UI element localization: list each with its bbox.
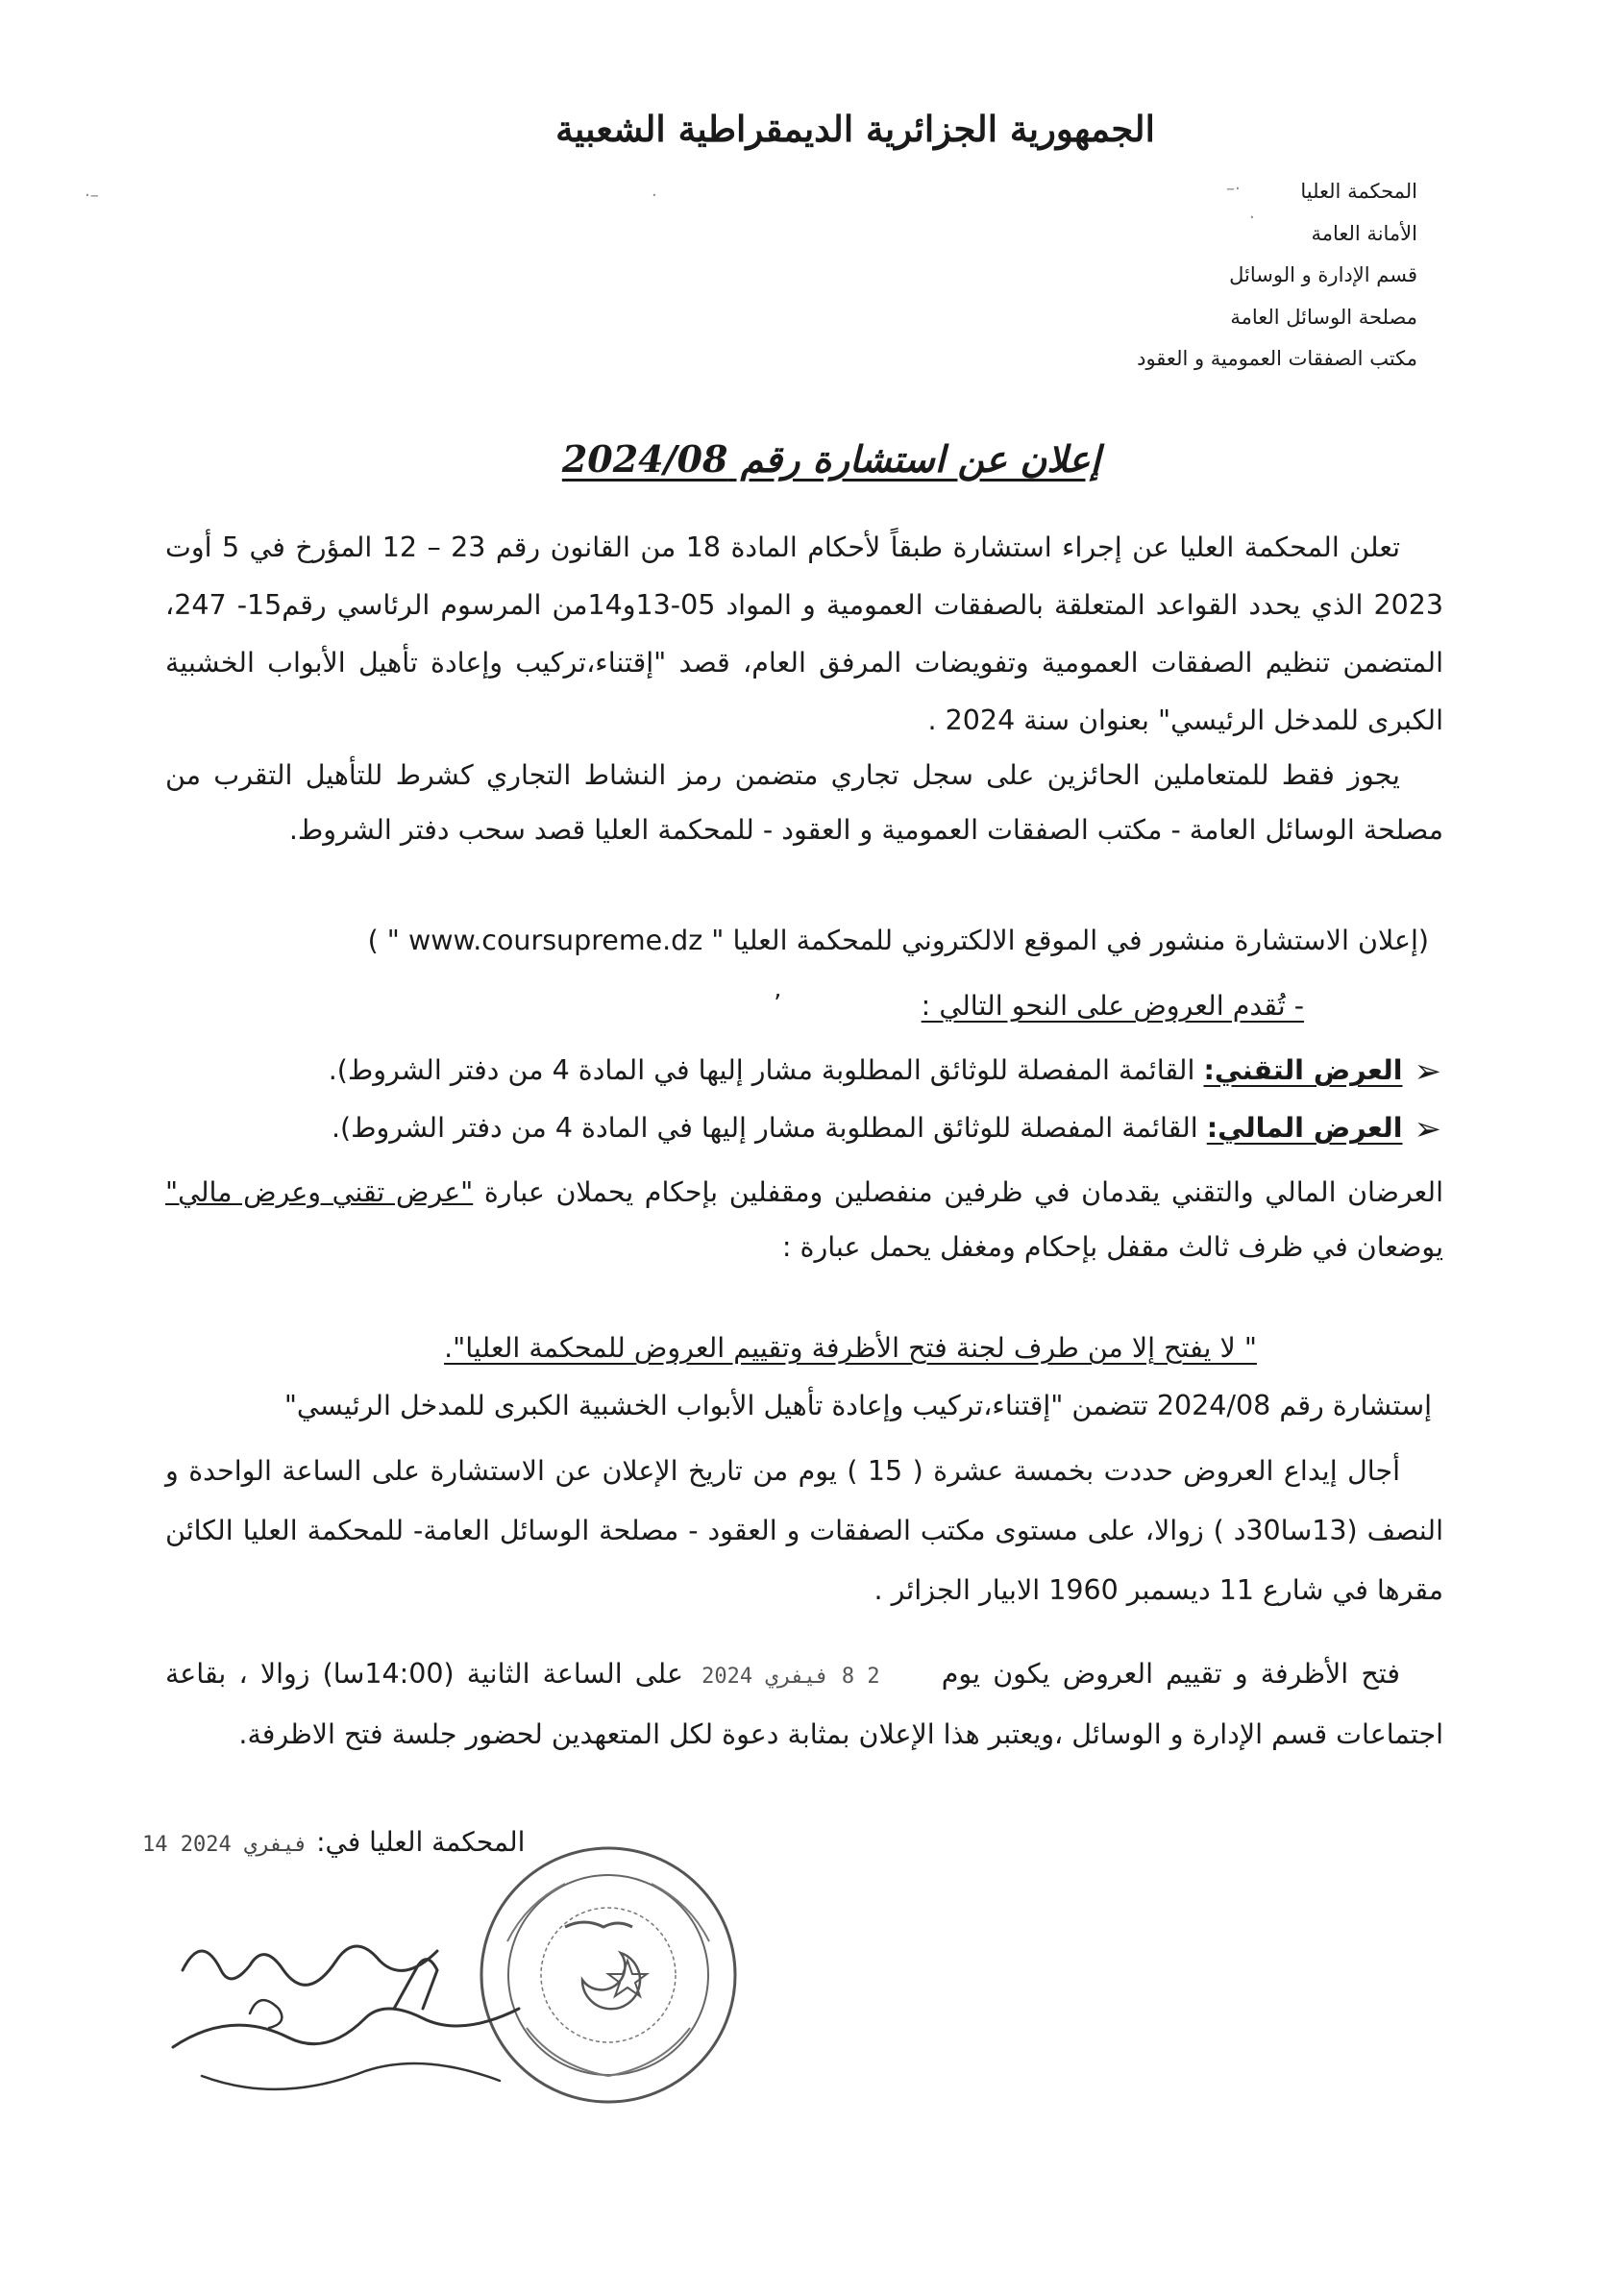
consultation-subject: إستشارة رقم 2024/08 تتضمن "إقتناء،تركيب وإعادة تأهيل الأبواب الخشبية الكبرى للمدخل الرئيسي": [283, 1390, 1432, 1421]
envelopes-text-start: العرضان المالي والتقني يقدمان في ظرفين منفصلين ومقفلين بإحكام يحملان عبارة: [473, 1176, 1443, 1208]
scan-speck: –·: [1226, 179, 1241, 199]
scan-speck: ʼ: [774, 990, 782, 1019]
scan-speck: ·: [1249, 208, 1255, 228]
envelope-notice: " لا يفتح إلا من طرف لجنة فتح الأظرفة وتقييم العروض للمحكمة العليا".: [444, 1332, 1257, 1364]
envelopes-quote: "عرض تقني وعرض مالي": [165, 1176, 474, 1208]
handwritten-signature-image: [144, 1903, 577, 2134]
issuer-line: الأمانة العامة: [1311, 221, 1417, 245]
issuer-header: [745, 171, 1417, 381]
website-line: (إعلان الاستشارة منشور في الموقع الالكتروني للمحكمة العليا " www.coursupreme.dz " ): [367, 925, 1429, 956]
issuer-line: المحكمة العليا: [1300, 180, 1417, 203]
paragraph-deadline: أجال إيداع العروض حددت بخمسة عشرة ( 15 ) يوم من تاريخ الإعلان عن الاستشارة على الساعة الواحدة و النصف (13سا30د ) زوالا، على مستوى مكتب الصفقات و العقود - مصلحة الوسائل العامة- للمحكمة العليا الكائن مقرها في شارع 11 ديسمبر 1960 الابيار الجزائر .: [165, 1455, 1443, 1606]
scan-speck: ·–: [85, 185, 99, 206]
technical-offer-item: [329, 1052, 1441, 1091]
republic-heading: الجمهورية الجزائرية الديمقراطية الشعبية: [555, 108, 1155, 150]
scan-speck: ·: [652, 185, 657, 206]
technical-offer-label: العرض التقني:: [1203, 1054, 1403, 1086]
opening-text-end: على الساعة الثانية (14:00سا) زوالا ، بقاعة اجتماعات قسم الإدارة و الوسائل ،ويعتبر هذا الإعلان بمثابة دعوة لكل المتعهدين لحضور جلسة فتح الاظرفة.: [165, 1658, 1443, 1750]
financial-offer-label: العرض المالي:: [1206, 1112, 1403, 1144]
signature-date-stamp: 14 فيفري 2024: [142, 1833, 308, 1857]
issuer-line: مصلحة الوسائل العامة: [1230, 305, 1417, 329]
signature-place-date: [142, 1826, 525, 1858]
paragraph-eligibility: يجوز فقط للمتعاملين الحائزين على سجل تجاري متضمن رمز النشاط التجاري كشرط للتأهيل التقرب من مصلحة الوسائل العامة - مكتب الصفقات العمومية و العقود - للمحكمة العليا قصد سحب دفتر الشروط.: [165, 759, 1443, 846]
financial-offer-item: [332, 1110, 1441, 1148]
checkmark-arrow-icon: ➢: [1414, 1110, 1441, 1148]
paragraph-announcement: تعلن المحكمة العليا عن إجراء استشارة طبقاً لأحكام المادة 18 من القانون رقم 23 – 12 المؤرخ في 5 أوت 2023 الذي يحدد القواعد المتعلقة بالصفقات العمومية و المواد 05-13و14من المرسوم الرئاسي رقم15- 247، المتضمن تنظيم الصفقات العمومية وتفويضات المرفق العام، قصد "إقتناء،تركيب وإعادة تأهيل الأبواب الخشبية الكبرى للمدخل الرئيسي" بعنوان سنة 2024 .: [165, 531, 1444, 736]
financial-offer-text: القائمة المفصلة للوثائق المطلوبة مشار إليها في المادة 4 من دفتر الشروط).: [331, 1112, 1207, 1144]
issuer-line: مكتب الصفقات العمومية و العقود: [1137, 347, 1417, 370]
paragraph-opening: [165, 1645, 1443, 1764]
envelopes-text-end: يوضعان في ظرف ثالث مقفل بإحكام ومغفل يحمل عبارة :: [781, 1231, 1443, 1263]
document-title: إعلان عن استشارة رقم 2024/08: [561, 437, 1101, 481]
issuer-line: قسم الإدارة و الوسائل: [1229, 263, 1417, 286]
opening-date-stamp: 2 8 فيفري 2024: [701, 1665, 880, 1689]
opening-text-start: فتح الأظرفة و تقييم العروض يكون يوم: [928, 1658, 1401, 1690]
signature-place-label: المحكمة العليا في:: [316, 1826, 526, 1858]
technical-offer-text: القائمة المفصلة للوثائق المطلوبة مشار إليها في المادة 4 من دفتر الشروط).: [328, 1054, 1204, 1086]
paragraph-envelopes: [165, 1165, 1443, 1274]
checkmark-arrow-icon: ➢: [1414, 1052, 1441, 1091]
offers-intro: - تُقدم العروض على النحو التالي :: [921, 990, 1304, 1022]
